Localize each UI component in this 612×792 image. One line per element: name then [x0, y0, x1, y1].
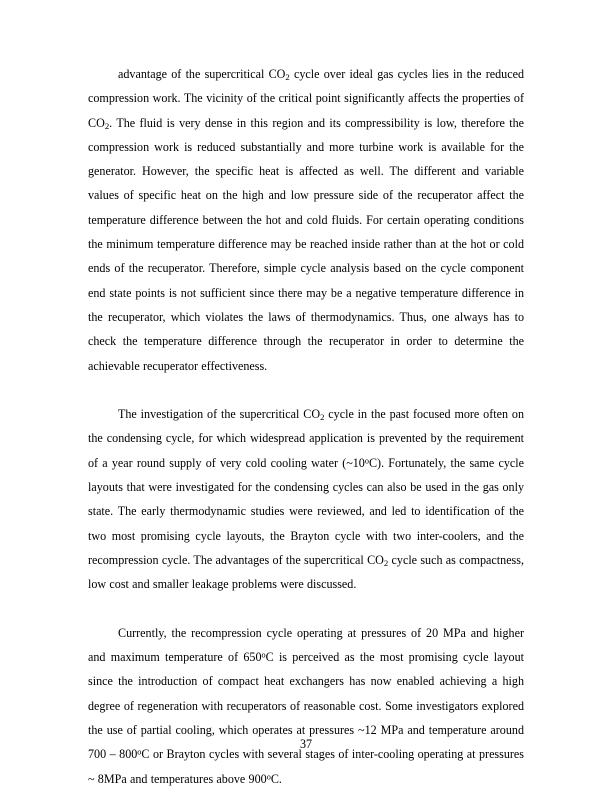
superscript-degree-run: o	[261, 650, 266, 660]
body-paragraph: advantage of the supercritical $CO_2$ cycle over ideal gas cycles lies in the reduced compression work. The vicinity of the critical point significantly affects the properties of $CO_2$. The fluid is very dense in this region and its compressibility is low, therefore the compression work is reduced substantially and more turbine work is available for the generator. However, the specific heat is affected as well. The different and variable values of specific heat on the high and low pressure side of the recuperator affect the temperature difference between the hot and cold fluids. For certain operating conditions the minimum temperature difference may be reached inside rather than at the hot or cold ends of the recuperator. Therefore, simple cycle analysis based on the cycle component end state points is not sufficient since there may be a negative temperature difference in the recuperator, which violates the laws of thermodynamics. Thus, one always has to check the temperature difference through the recuperator in order to determine the achievable recuperator effectiveness.	[88, 67, 524, 373]
subscript-run: 2	[285, 71, 290, 82]
page-number: 37	[299, 737, 313, 751]
subscript-run: 2	[383, 557, 389, 568]
page-body-text	[88, 62, 524, 791]
subscript-run: 2	[320, 412, 325, 423]
superscript-degree-run: o	[137, 747, 142, 757]
subscript-run: 2	[104, 120, 110, 131]
superscript-degree-run: o	[266, 772, 271, 782]
superscript-degree-run: o	[364, 456, 369, 466]
body-paragraph: Currently, the recompression cycle operating at pressures of 20 MPa and higher and maximum temperature of 650$^o$C is perceived as the most promising cycle layout since the introduction of compact heat exchangers has now enabled achieving a high degree of regeneration with recuperators of reasonable cost. Some investigators explored the use of partial cooling, which operates at pressures ~12 MPa and temperature around 700 – 800$^o$C or Brayton cycles with several stages of inter-cooling operating at pressures ~ 8MPa and temperatures above 900$^o$C.	[88, 625, 524, 786]
body-paragraph: The investigation of the supercritical $CO_2$ cycle in the past focused more often on the condensing cycle, for which widespread application is prevented by the requirement of a year round supply of very cold cooling water (~10$^o$C). Fortunately, the same cycle layouts that were investigated for the condensing cycles can also be used in the gas only state. The early thermodynamic studies were reviewed, and led to identification of the two most promising cycle layouts, the Brayton cycle with two inter-coolers, and the recompression cycle. The advantages of the supercritical $CO_2$ cycle such as compactness, low cost and smaller leakage problems were discussed.	[88, 407, 524, 592]
